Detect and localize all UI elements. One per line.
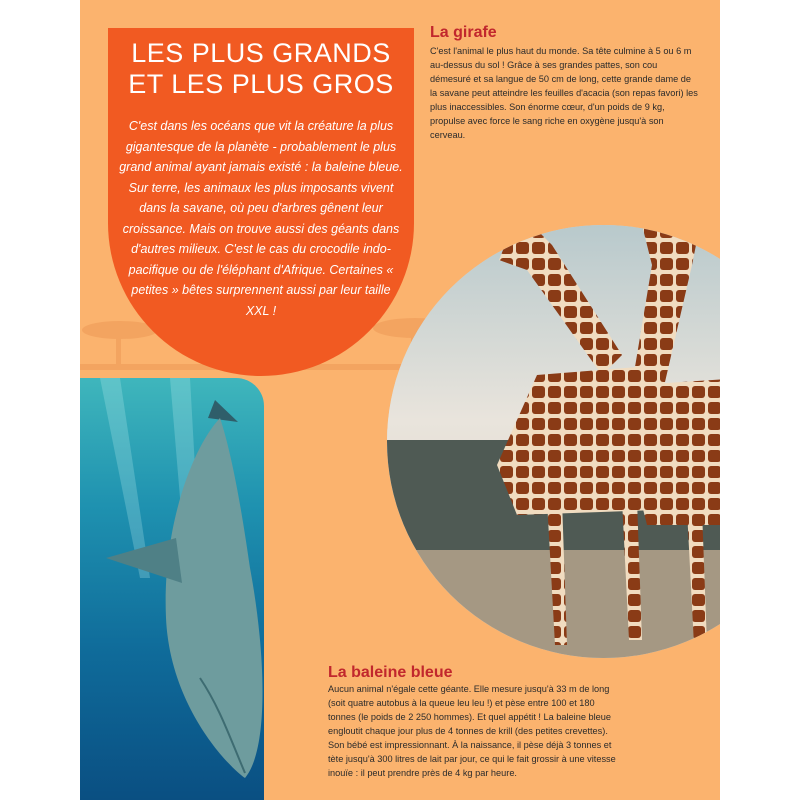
girafe-text: C'est l'animal le plus haut du monde. Sa tête culmine à 5 ou 6 m au-dessus du sol ! Grâce à ses grandes pattes, son cou démesuré et sa langue de 50 cm de long, cette grande dame de la savane peut atteindre les feuilles d'acacia (son repas favori) les plus inaccessibles. Son énorme cœur, d'un poids de 9 kg, propulse avec force le sang riche en oxygène jusqu'à son cerveau.	[430, 46, 698, 140]
magazine-page	[80, 0, 720, 800]
baleine-text: Aucun animal n'égale cette géante. Elle mesure jusqu'à 33 m de long (soit quatre autobus à la queue leu leu !) et pèse entre 100 et 180 tonnes (le poids de 2 250 hommes). Et quel appétit ! La baleine bleue engloutit chaque jour plus de 4 tonnes de krill (des petites crevettes). Son bébé est impressionnant. À la naissance, il pèse déjà 3 tonnes et tète jusqu'à 300 litres de lait par jour, ce qui le fait grossir à une vitesse inouïe : il peut prendre près de 4 kg par heure.	[328, 684, 616, 778]
blue-whale-illustration	[80, 378, 264, 800]
page-title	[108, 38, 414, 100]
page-title-line-1: LES PLUS GRANDS	[131, 38, 391, 68]
whale-photo	[80, 378, 264, 800]
title-block	[108, 28, 414, 376]
giraffe-photo	[387, 225, 720, 658]
page-title-line-2: ET LES PLUS GROS	[128, 69, 394, 99]
intro-text: C'est dans les océans que vit la créature la plus gigantesque de la planète - probablement le plus grand animal ayant jamais existé : la baleine bleue. Sur terre, les animaux les plus imposants vivent dans la savane, où peu d'arbres gênent leur croissance. Mais on trouve aussi des géants dans d'autres milieux. C'est le cas du crocodile indo-pacifique ou de l'éléphant d'Afrique. Certaines « petites » bêtes surprennent aussi par leur taille XXL !	[119, 119, 403, 318]
giraffe-illustration	[387, 225, 720, 658]
baleine-heading: La baleine bleue	[328, 664, 453, 681]
girafe-heading: La girafe	[430, 24, 497, 41]
